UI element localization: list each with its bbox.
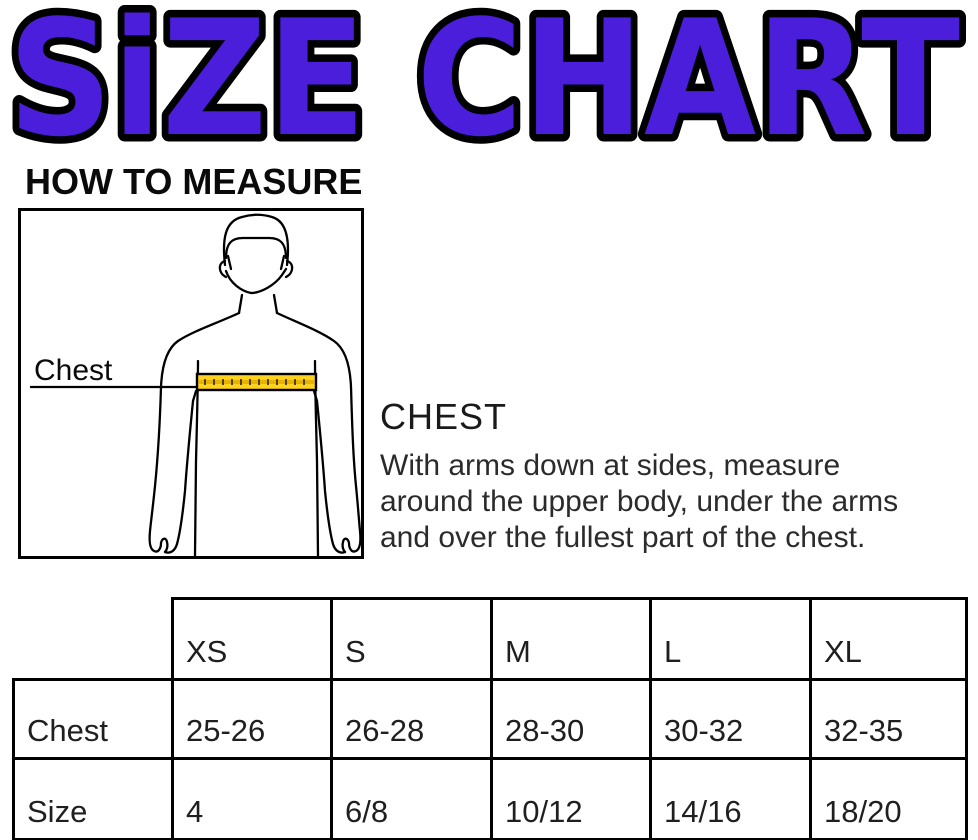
col-header-l: L [651,599,811,680]
chest-description [380,448,898,556]
chest-value-s: 26-28 [332,680,492,759]
table-row [14,759,967,840]
size-value-m: 10/12 [492,759,651,840]
figure-chest-label: Chest [34,354,113,387]
size-table-header-row [14,599,967,680]
chest-value-m: 28-30 [492,680,651,759]
chest-description-line-3: and over the fullest part of the chest. [380,521,866,554]
chest-section-heading: CHEST [380,396,508,437]
title-banner [0,0,978,158]
page-title: SiZE CHART [8,0,960,158]
size-table [12,597,968,840]
col-header-xl: XL [811,599,967,680]
size-value-xs: 4 [173,759,332,840]
row-label-size: Size [14,759,173,840]
chest-value-xl: 32-35 [811,680,967,759]
chest-description-line-1: With arms down at sides, measure [380,449,841,482]
size-value-s: 6/8 [332,759,492,840]
measurement-figure-box [18,208,364,559]
measuring-tape-icon [197,374,316,390]
row-label-chest: Chest [14,680,173,759]
size-value-l: 14/16 [651,759,811,840]
table-corner-blank [14,599,173,680]
col-header-m: M [492,599,651,680]
size-value-xl: 18/20 [811,759,967,840]
col-header-xs: XS [173,599,332,680]
col-header-s: S [332,599,492,680]
chest-description-line-2: around the upper body, under the arms [380,485,899,518]
table-row [14,680,967,759]
chest-value-xs: 25-26 [173,680,332,759]
chest-value-l: 30-32 [651,680,811,759]
how-to-measure-heading: HOW TO MEASURE [25,161,363,202]
